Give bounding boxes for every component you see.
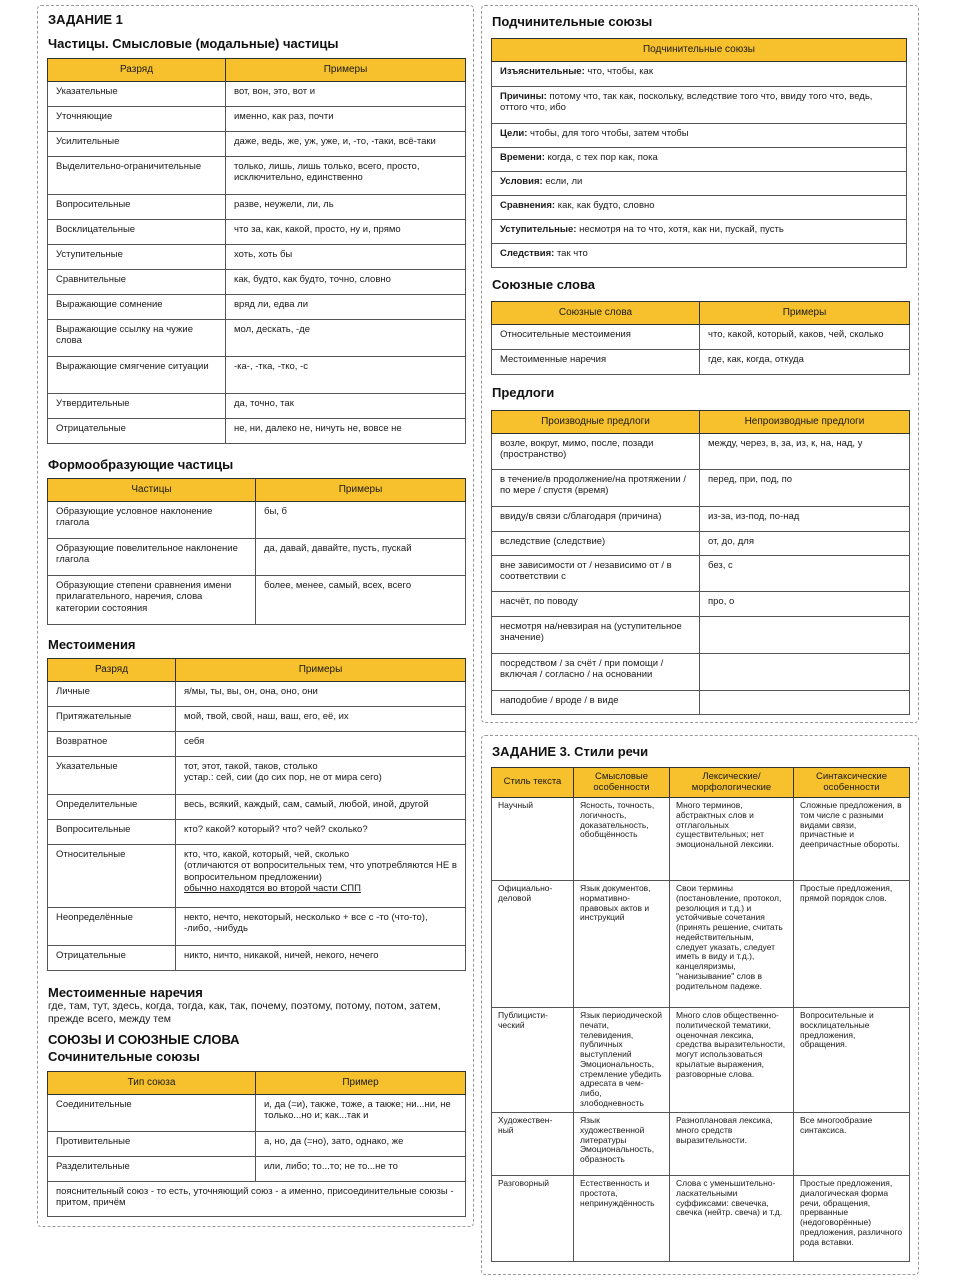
derived-prep: в течение/в продолжение/на протяжении / по мере / спустя (время) xyxy=(492,470,700,507)
pronoun-type: Отрицательные xyxy=(48,946,176,971)
particle-examples: хоть, хоть бы xyxy=(226,245,466,270)
col-header: Разряд xyxy=(48,659,176,682)
col-header: Непроизводные предлоги xyxy=(700,411,910,434)
pronouns-title: Местоимения xyxy=(48,637,136,652)
style-syntax: Сложные предложения, в том числе с разными видами связи, причастные и деепричастные обороты. xyxy=(794,798,910,881)
conjword-type: Относительные местоимения xyxy=(492,325,700,350)
col-header: Разряд xyxy=(48,59,226,82)
style-semantic: Язык периодической печати, телевидения, публичных выступлений Эмоциональность, стремление убедить адресата в чем-либо, злободневность xyxy=(574,1008,670,1113)
relative-pronouns-note: обычно находятся во второй части СПП xyxy=(184,883,361,895)
pronoun-type: Неопределённые xyxy=(48,908,176,946)
particle-examples: как, будто, как будто, точно, словно xyxy=(226,270,466,295)
pronoun-examples xyxy=(176,845,466,908)
derived-prep: посредством / за счёт / при помощи / включая / согласно / на основании xyxy=(492,654,700,691)
task3-title: ЗАДАНИЕ 3. Стили речи xyxy=(492,744,649,759)
col-header: Тип союза xyxy=(48,1072,256,1095)
col-header: Пример xyxy=(256,1072,466,1095)
derived-prep: наподобие / вроде / в виде xyxy=(492,691,700,715)
particle-examples: разве, неужели, ли, ль xyxy=(226,195,466,220)
subord-row: Уступительные: несмотря на то что, хотя, как ни, пускай, пусть xyxy=(492,220,907,244)
style-name: Научный xyxy=(492,798,574,881)
pronoun-examples: себя xyxy=(176,732,466,757)
particle-examples: мол, дескать, -де xyxy=(226,320,466,357)
style-name: Публицисти-ческий xyxy=(492,1008,574,1113)
style-lexical: Свои термины (постановление, протокол, резолюция и т.д.) и устойчивые сочетания (принять решение, считать недействительным, следует указать, следует иметь в виду и т.д.), канцеляризмы, "нанизывание" слов в родительном падеже. xyxy=(670,881,794,1008)
col-header: Производные предлоги xyxy=(492,411,700,434)
particle-type: Выражающие сомнение xyxy=(48,295,226,320)
particle-examples: да, точно, так xyxy=(226,394,466,419)
pronoun-type: Определительные xyxy=(48,795,176,820)
conj-title: СОЮЗЫ И СОЮЗНЫЕ СЛОВА xyxy=(48,1032,240,1047)
particle-type: Выражающие ссылку на чужие слова xyxy=(48,320,226,357)
preps-table xyxy=(491,410,910,715)
col-header: Стиль текста xyxy=(492,768,574,798)
particles-title: Частицы. Смысловые (модальные) частицы xyxy=(48,36,339,51)
pronoun-examples: весь, всякий, каждый, сам, самый, любой, иной, другой xyxy=(176,795,466,820)
conj-examples: или, либо; то...то; не то...не то xyxy=(256,1157,466,1182)
derived-prep: вне зависимости от / независимо от / в соответствии с xyxy=(492,556,700,592)
particle-type: Отрицательные xyxy=(48,419,226,444)
pronoun-type: Указательные xyxy=(48,757,176,795)
primary-prep xyxy=(700,617,910,654)
style-syntax: Простые предложения, прямой порядок слов. xyxy=(794,881,910,1008)
style-lexical: Много терминов, абстрактных слов и отглагольных существительных; нет эмоциональной лексики. xyxy=(670,798,794,881)
style-syntax: Простые предложения, диалогическая форма речи, обращения, прерванные (недоговорённые) предложения, различного рода вставки. xyxy=(794,1176,910,1262)
pronoun-examples: никто, ничто, никакой, ничей, некого, нечего xyxy=(176,946,466,971)
pronoun-type: Вопросительные xyxy=(48,820,176,845)
conj-examples: а, но, да (=но), зато, однако, же xyxy=(256,1132,466,1157)
subord-row: Сравнения: как, как будто, словно xyxy=(492,196,907,220)
pronoun-type: Притяжательные xyxy=(48,707,176,732)
subord-title: Подчинительные союзы xyxy=(492,14,653,29)
particle-type: Вопросительные xyxy=(48,195,226,220)
formative-type: Образующие степени сравнения имени прилагательного, наречия, слова категории состояния xyxy=(48,576,256,625)
pronoun-type: Личные xyxy=(48,682,176,707)
style-lexical: Разноплановая лексика, много средств выразительности. xyxy=(670,1113,794,1176)
conj-type: Противительные xyxy=(48,1132,256,1157)
pron-adverbs-title: Местоименные наречия xyxy=(48,985,203,1000)
formative-type: Образующие условное наклонение глагола xyxy=(48,502,256,539)
preps-title: Предлоги xyxy=(492,385,555,400)
pronouns-table xyxy=(47,658,466,971)
primary-prep: про, о xyxy=(700,592,910,617)
col-header: Лексические/ морфологические xyxy=(670,768,794,798)
particle-type: Указательные xyxy=(48,82,226,107)
subord-row: Цели: чтобы, для того чтобы, затем чтобы xyxy=(492,124,907,148)
col-header: Примеры xyxy=(176,659,466,682)
coord-table xyxy=(47,1071,466,1217)
pronoun-type: Возвратное xyxy=(48,732,176,757)
col-header: Подчинительные союзы xyxy=(492,39,907,62)
primary-prep: из-за, из-под, по-над xyxy=(700,507,910,532)
particles-table xyxy=(47,58,466,444)
pronoun-type: Относительные xyxy=(48,845,176,908)
primary-prep: между, через, в, за, из, к, на, над, у xyxy=(700,434,910,470)
pron-adverbs-text: где, там, тут, здесь, когда, тогда, как, так, почему, поэтому, потому, потом, затем, прежде всего, между тем xyxy=(48,1000,441,1025)
formative-examples: более, менее, самый, всех, всего xyxy=(256,576,466,625)
particle-type: Сравнительные xyxy=(48,270,226,295)
col-header: Смысловые особенности xyxy=(574,768,670,798)
particle-type: Уточняющие xyxy=(48,107,226,132)
col-header: Синтаксические особенности xyxy=(794,768,910,798)
style-name: Официально-деловой xyxy=(492,881,574,1008)
formative-examples: да, давай, давайте, пусть, пускай xyxy=(256,539,466,576)
col-header: Частицы xyxy=(48,479,256,502)
conj-examples: и, да (=и), также, тоже, а также; ни...ни, не только...но и; как...так и xyxy=(256,1095,466,1132)
pronoun-examples: я/мы, ты, вы, он, она, оно, они xyxy=(176,682,466,707)
conj-type: Соединительные xyxy=(48,1095,256,1132)
primary-prep: перед, при, под, по xyxy=(700,470,910,507)
particle-type: Восклицательные xyxy=(48,220,226,245)
conjword-examples: что, какой, который, каков, чей, сколько xyxy=(700,325,910,350)
particle-examples: даже, ведь, же, уж, уже, и, -то, -таки, всё-таки xyxy=(226,132,466,157)
conjword-type: Местоименные наречия xyxy=(492,350,700,375)
derived-prep: несмотря на/невзирая на (уступительное значение) xyxy=(492,617,700,654)
particle-type: Утвердительные xyxy=(48,394,226,419)
pronoun-examples: тот, этот, такой, таков, столько устар.: сей, сии (до сих пор, не от мира сего) xyxy=(176,757,466,795)
particle-type: Выделительно-ограничительные xyxy=(48,157,226,195)
particle-examples: вот, вон, это, вот и xyxy=(226,82,466,107)
col-header: Примеры xyxy=(256,479,466,502)
style-name: Разговорный xyxy=(492,1176,574,1262)
col-header: Примеры xyxy=(226,59,466,82)
particle-type: Уступительные xyxy=(48,245,226,270)
style-semantic: Ясность, точность, логичность, доказательность, обобщённость xyxy=(574,798,670,881)
subord-row: Изъяснительные: что, чтобы, как xyxy=(492,62,907,87)
style-syntax: Все многообразие синтаксиса. xyxy=(794,1113,910,1176)
conjwords-table xyxy=(491,301,910,375)
pronoun-examples: некто, нечто, некоторый, несколько + все с -то (что-то), -либо, -нибудь xyxy=(176,908,466,946)
primary-prep xyxy=(700,691,910,715)
derived-prep: ввиду/в связи с/благодаря (причина) xyxy=(492,507,700,532)
conj-note: пояснительный союз - то есть, уточняющий союз - а именно, присоединительные союзы - притом, причём xyxy=(48,1182,466,1217)
subord-row: Условия: если, ли xyxy=(492,172,907,196)
particle-examples: только, лишь, лишь только, всего, просто, исключительно, единственно xyxy=(226,157,466,195)
pronoun-examples: кто? какой? который? что? чей? сколько? xyxy=(176,820,466,845)
particle-examples: вряд ли, едва ли xyxy=(226,295,466,320)
particle-examples: что за, как, какой, просто, ну и, прямо xyxy=(226,220,466,245)
pronoun-examples: мой, твой, свой, наш, ваш, его, её, их xyxy=(176,707,466,732)
particle-examples: именно, как раз, почти xyxy=(226,107,466,132)
styles-table xyxy=(491,767,910,1262)
derived-prep: возле, вокруг, мимо, после, позади (пространство) xyxy=(492,434,700,470)
subord-table xyxy=(491,38,907,268)
style-syntax: Вопросительные и восклицательные предложения, обращения. xyxy=(794,1008,910,1113)
style-semantic: Язык документов, нормативно-правовых актов и инструкций xyxy=(574,881,670,1008)
coord-title: Сочинительные союзы xyxy=(48,1049,200,1064)
col-header: Примеры xyxy=(700,302,910,325)
particle-type: Выражающие смягчение ситуации xyxy=(48,357,226,394)
style-semantic: Естественность и простота, непринуждённость xyxy=(574,1176,670,1262)
style-lexical: Много слов общественно-политической тематики, оценочная лексика, средства выразительности, могут использоваться крылатые выражения, разговорные слова. xyxy=(670,1008,794,1113)
particle-examples: не, ни, далеко не, ничуть не, вовсе не xyxy=(226,419,466,444)
relative-pronouns-text: кто, что, какой, который, чей, сколько (отличаются от вопросительных тем, что употребляются НЕ в вопросительном предложении) xyxy=(184,849,457,883)
style-lexical: Слова с уменьшительно-ласкательными суффиксами: свечечка, свечка (нейтр. свеча) и т.д. xyxy=(670,1176,794,1262)
primary-prep: от, до, для xyxy=(700,532,910,556)
formative-type: Образующие повелительное наклонение глагола xyxy=(48,539,256,576)
subord-row: Причины: потому что, так как, поскольку, вследствие того что, ввиду того что, ведь, оттого что, ибо xyxy=(492,87,907,124)
derived-prep: вследствие (следствие) xyxy=(492,532,700,556)
particle-type: Усилительные xyxy=(48,132,226,157)
subord-row: Времени: когда, с тех пор как, пока xyxy=(492,148,907,172)
particle-examples: -ка-, -тка, -тко, -с xyxy=(226,357,466,394)
conjword-examples: где, как, когда, откуда xyxy=(700,350,910,375)
primary-prep xyxy=(700,654,910,691)
style-name: Художествен-ный xyxy=(492,1113,574,1176)
task1-title: ЗАДАНИЕ 1 xyxy=(48,12,123,27)
conjwords-title: Союзные слова xyxy=(492,277,595,292)
derived-prep: насчёт, по поводу xyxy=(492,592,700,617)
col-header: Союзные слова xyxy=(492,302,700,325)
formative-examples: бы, б xyxy=(256,502,466,539)
formative-title: Формообразующие частицы xyxy=(48,457,234,472)
conj-type: Разделительные xyxy=(48,1157,256,1182)
subord-row: Следствия: так что xyxy=(492,244,907,268)
style-semantic: Язык художественной литературы Эмоциональность, образность xyxy=(574,1113,670,1176)
formative-table xyxy=(47,478,466,625)
primary-prep: без, с xyxy=(700,556,910,592)
